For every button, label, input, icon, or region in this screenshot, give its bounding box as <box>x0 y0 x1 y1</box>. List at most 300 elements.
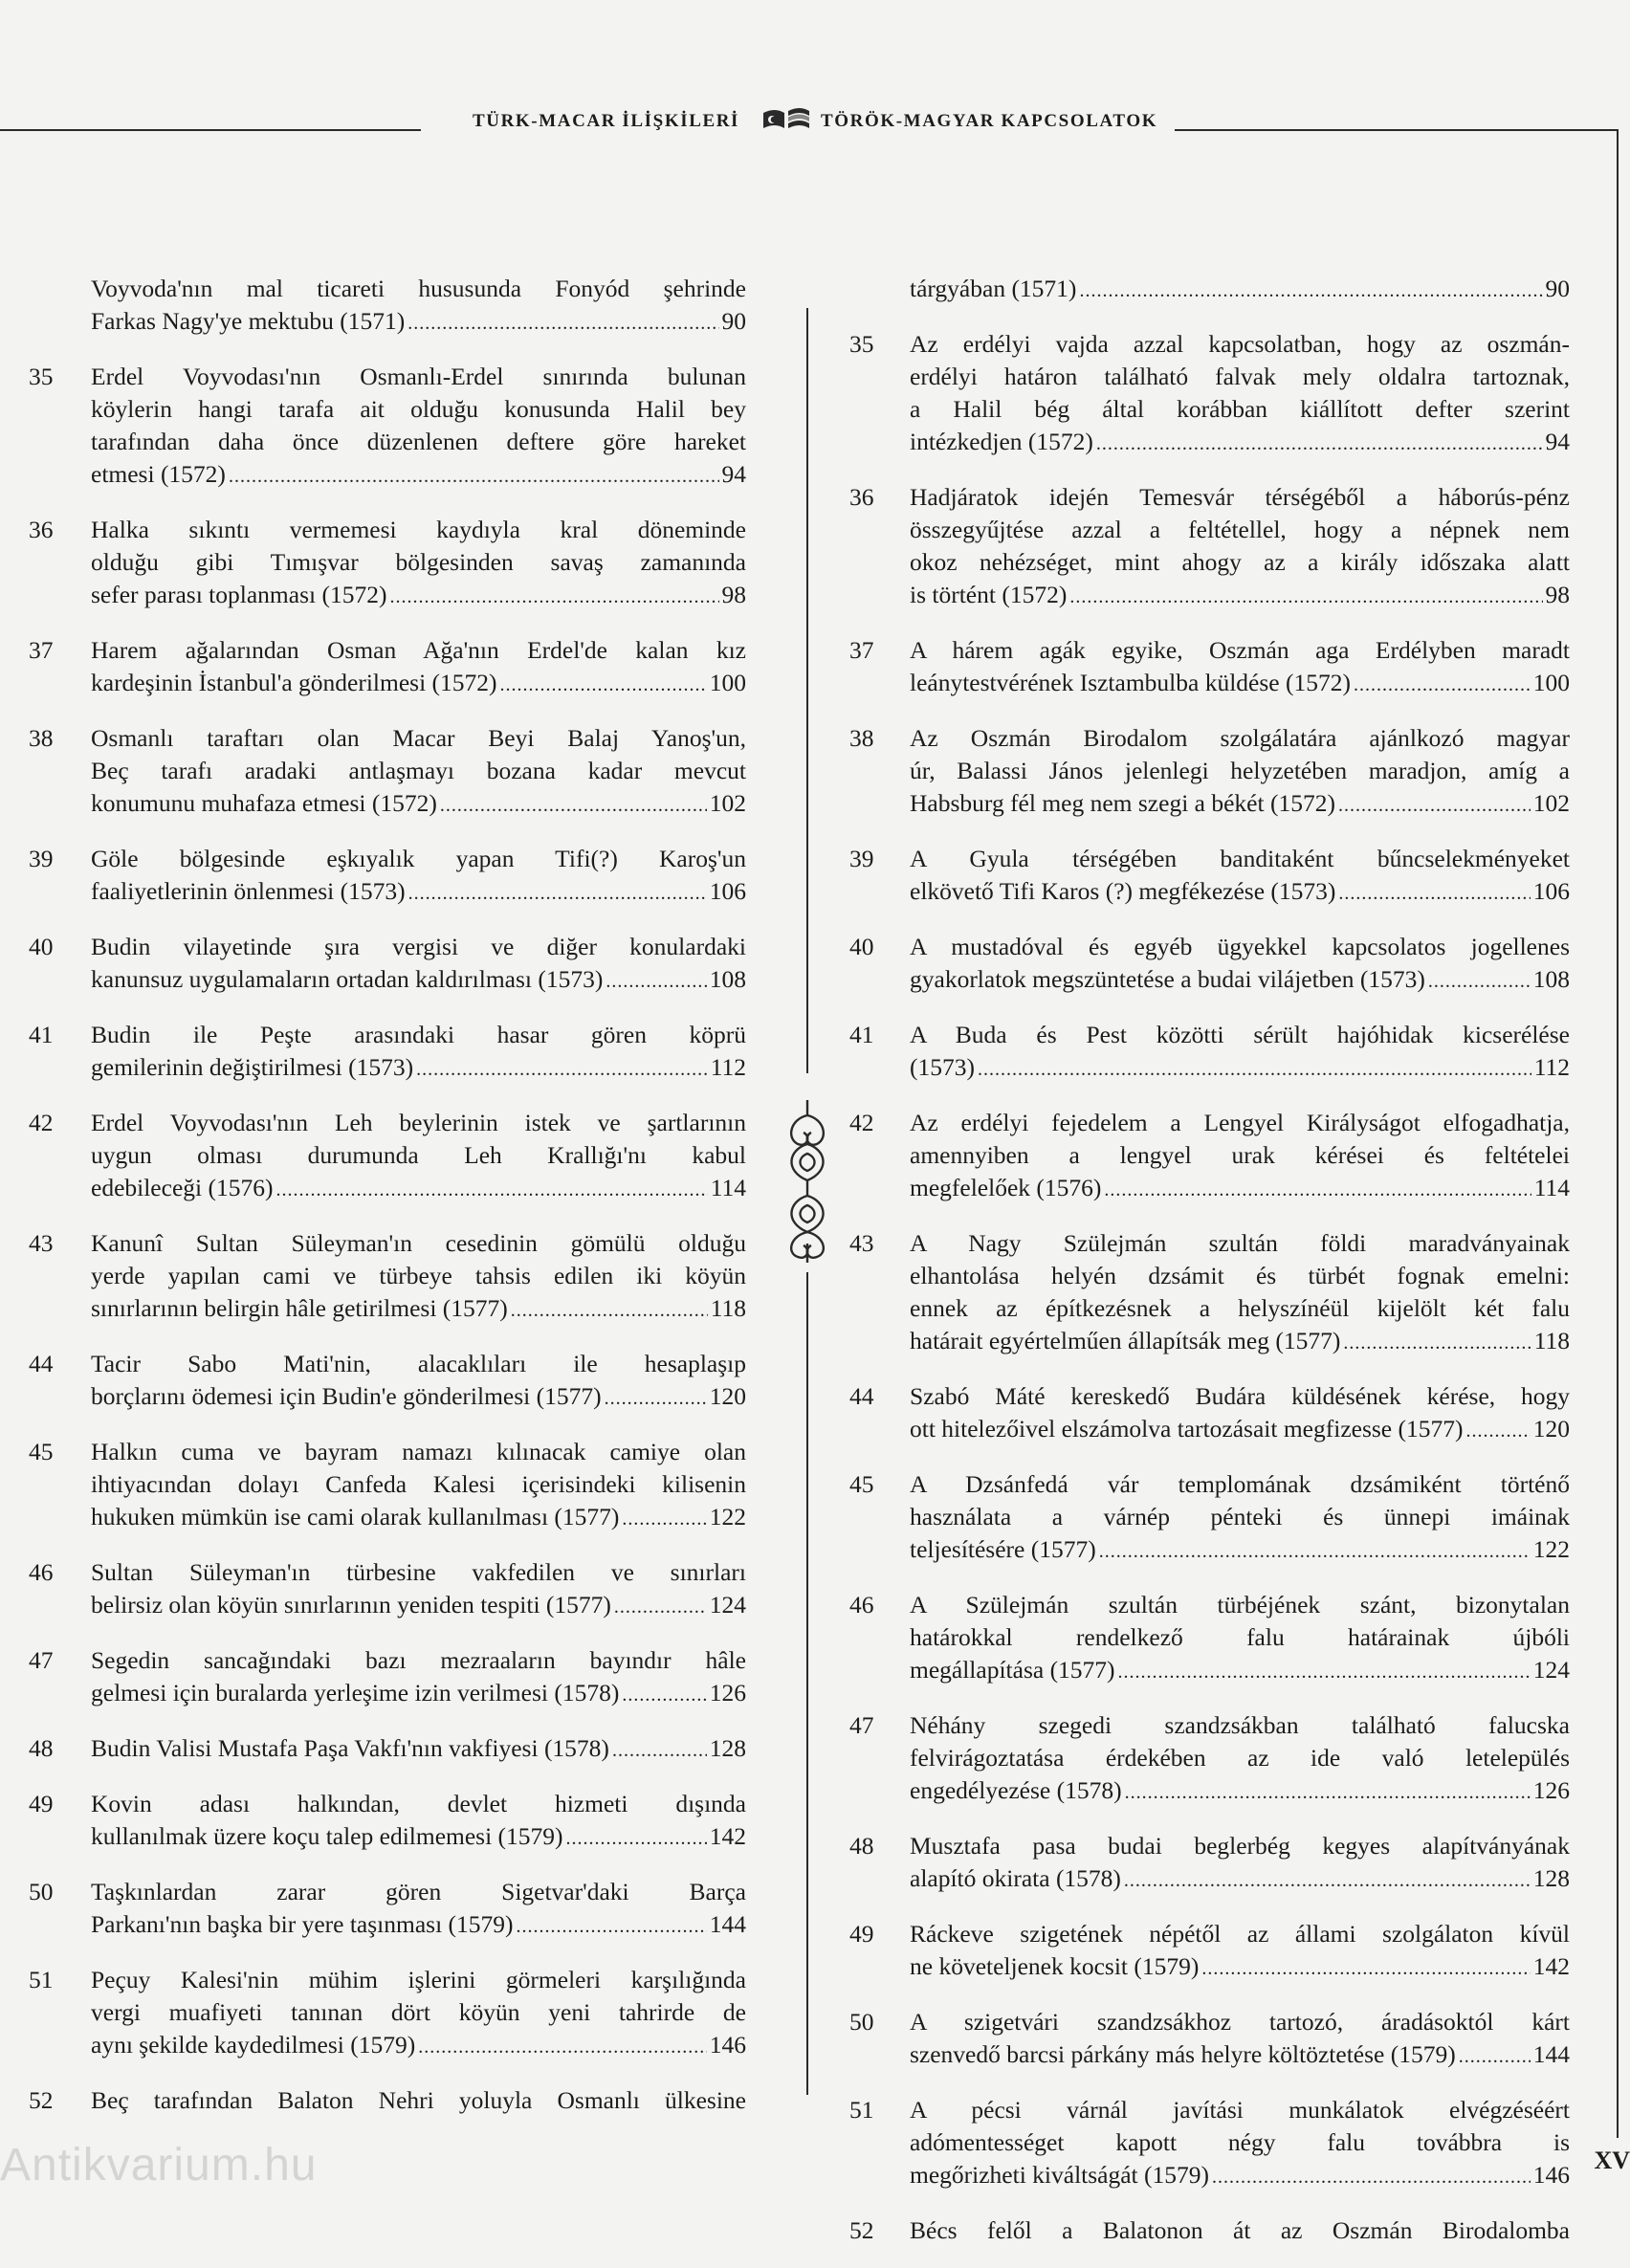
entry-page-number: 114 <box>710 1174 746 1201</box>
dot-leader <box>389 581 718 613</box>
toc-entry <box>29 1348 746 1415</box>
entry-line: Sultan Süleyman'ın türbesine vakfedilen ve sınırları <box>91 1558 746 1586</box>
entry-final-line <box>91 1677 746 1711</box>
dot-leader <box>229 460 719 493</box>
entry-page-number: 120 <box>709 1382 746 1410</box>
toc-entry <box>849 1107 1572 1206</box>
entry-number: 44 <box>29 1350 54 1377</box>
entry-body <box>91 1876 746 1943</box>
toc-entry <box>849 1227 1572 1359</box>
entry-body <box>91 361 746 493</box>
entry-number: 50 <box>849 2008 874 2036</box>
entry-title-end: leánytestvérének Isztambulba küldése (1572) <box>910 669 1351 696</box>
entry-number: 47 <box>29 1646 54 1674</box>
entry-final-line <box>910 1325 1570 1359</box>
dot-leader <box>1096 428 1543 460</box>
entry-line: A szigetvári szandzsákhoz tartozó, áradásoktól kárt <box>910 2008 1570 2036</box>
toc-entry <box>849 2006 1572 2073</box>
entry-page-number: 102 <box>709 789 746 817</box>
entry-page-number: 114 <box>1533 1174 1570 1201</box>
entry-page-number: 108 <box>1532 965 1570 993</box>
entry-title-end: faaliyetlerinin önlenmesi (1573) <box>91 877 406 905</box>
dot-leader <box>1459 2040 1531 2073</box>
toc-entry <box>849 1918 1572 1985</box>
entry-line: Osmanlı taraftarı olan Macar Beyi Balaj Yanoş'un, <box>91 724 746 752</box>
toc-entry <box>849 273 1572 307</box>
entry-number: 36 <box>29 516 54 543</box>
entry-final-line <box>910 667 1570 701</box>
entry-final-line <box>910 1654 1570 1688</box>
entry-line: elhantolása helyén dzsámit és türbét fognak emelni: <box>910 1262 1570 1289</box>
entry-title-end: engedélyezése (1578) <box>910 1776 1122 1804</box>
toc-entry <box>849 328 1572 460</box>
entry-title-end: Parkanı'nın başka bir yere taşınması (1579) <box>91 1910 514 1938</box>
entry-title-end: intézkedjen (1572) <box>910 428 1093 455</box>
entry-page-number: 106 <box>709 877 746 905</box>
entry-title-end: kanunsuz uygulamaların ortadan kaldırılması (1573) <box>91 965 604 993</box>
dot-leader <box>605 1382 707 1415</box>
entry-page-number: 126 <box>1532 1776 1570 1804</box>
entry-title-end: sınırlarının belirgin hâle getirilmesi (1577) <box>91 1294 508 1322</box>
entry-line: Halkın cuma ve bayram namazı kılınacak camiye olan <box>91 1438 746 1465</box>
entry-number: 46 <box>849 1591 874 1618</box>
entry-title-end: kullanılmak üzere koçu talep edilmemesi (1579) <box>91 1822 563 1850</box>
entry-line: A Szülejmán szultán türbéjének szánt, bizonytalan <box>910 1591 1570 1618</box>
dot-leader <box>1201 1952 1530 1985</box>
entry-final-line <box>910 1413 1570 1447</box>
entry-final-line <box>910 1862 1570 1897</box>
entry-body <box>910 2094 1570 2193</box>
entry-number: 51 <box>849 2096 874 2124</box>
entry-line: Erdel Voyvodası'nın Leh beylerinin istek ve şartlarının <box>91 1109 746 1136</box>
dot-leader <box>978 1053 1531 1086</box>
entry-title-end: kardeşinin İstanbul'a gönderilmesi (1572) <box>91 669 497 696</box>
toc-entry <box>849 1019 1572 1086</box>
header-rule-right <box>1175 129 1619 131</box>
dot-leader <box>1104 1174 1531 1206</box>
entry-title-end: borçlarını ödemesi için Budin'e gönderilmesi (1577) <box>91 1382 602 1410</box>
entry-number: 44 <box>849 1382 874 1410</box>
entry-page-number: 128 <box>1532 1864 1570 1892</box>
toc-entry <box>849 2214 1572 2247</box>
entry-line: Ráckeve szigetének népétől az állami szolgálaton kívül <box>910 1920 1570 1948</box>
entry-page-number: 100 <box>1532 669 1570 696</box>
entry-body <box>910 931 1570 998</box>
entry-line: Bécs felől a Balatonon át az Oszmán Birodalomba <box>910 2216 1570 2244</box>
toc-entry <box>849 481 1572 613</box>
entry-line: yerde yapılan cami ve türbeye tahsis edilen iki köyün <box>91 1262 746 1289</box>
entry-line: Harem ağalarından Osman Ağa'nın Erdel'de kalan kız <box>91 636 746 664</box>
entry-body <box>91 1227 746 1327</box>
entry-body <box>91 843 746 910</box>
entry-page-number: 124 <box>709 1591 746 1618</box>
entry-title-end: határait egyértelműen állapítsák meg (1577) <box>910 1327 1341 1354</box>
toc-entry <box>849 1589 1572 1688</box>
entry-final-line <box>91 787 746 822</box>
column-divider-top <box>806 308 808 1073</box>
entry-final-line <box>910 2038 1570 2073</box>
watermark: Antikvarium.hu <box>0 2140 318 2191</box>
entry-number: 52 <box>849 2216 874 2244</box>
entry-page-number: 124 <box>1532 1656 1570 1684</box>
dot-leader <box>418 2031 707 2063</box>
entry-final-line <box>91 963 746 998</box>
entry-line: amennyiben a lengyel urak kérései és feltételei <box>910 1141 1570 1169</box>
entry-line: határokkal rendelkező falu határainak újbóli <box>910 1623 1570 1651</box>
entry-page-number: 90 <box>1545 275 1570 302</box>
entry-line: A mustadóval és egyéb ügyekkel kapcsolatos jogellenes <box>910 933 1570 960</box>
entry-title-end: gyakorlatok megszüntetése a budai vilájetben (1573) <box>910 965 1425 993</box>
entry-line: okoz nehézséget, mint ahogy az a király időszaka alatt <box>910 548 1570 576</box>
entry-title-end: konumunu muhafaza etmesi (1572) <box>91 789 437 817</box>
entry-page-number: 98 <box>1545 581 1570 608</box>
dot-leader <box>612 1734 707 1767</box>
entry-title-end: gemilerinin değiştirilmesi (1573) <box>91 1053 414 1081</box>
entry-final-line <box>910 426 1570 460</box>
dot-leader <box>606 965 706 998</box>
toc-entry <box>29 514 746 613</box>
entry-body <box>910 843 1570 910</box>
dot-leader <box>622 1679 706 1711</box>
entry-number: 48 <box>29 1734 54 1762</box>
dot-leader <box>1212 2161 1531 2193</box>
entry-line: olduğu gibi Tımışvar bölgesinden savaş zamanında <box>91 548 746 576</box>
entry-number: 40 <box>29 933 54 960</box>
entry-line: erdélyi határon található falvak mely oldalra tartoznak, <box>910 363 1570 390</box>
entry-line: Halka sıkıntı vermemesi kaydıyla kral döneminde <box>91 516 746 543</box>
entry-number: 50 <box>29 1878 54 1905</box>
entry-body <box>91 1348 746 1415</box>
toc-entry <box>29 1964 746 2063</box>
entry-body <box>91 722 746 822</box>
entry-line: Az erdélyi vajda azzal kapcsolatban, hogy az oszmán- <box>910 330 1570 358</box>
toc-entry <box>849 843 1572 910</box>
dot-leader <box>1343 1327 1531 1359</box>
dot-leader <box>275 1174 707 1206</box>
entry-body <box>91 2084 746 2117</box>
entry-number: 37 <box>29 636 54 664</box>
entry-final-line <box>91 1172 746 1206</box>
entry-page-number: 94 <box>721 460 746 488</box>
entry-final-line <box>910 787 1570 822</box>
entry-final-line <box>910 1533 1570 1568</box>
toc-entry <box>29 1876 746 1943</box>
entry-page-number: 144 <box>1532 2040 1570 2068</box>
entry-page-number: 146 <box>709 2031 746 2059</box>
entry-line: összegyűjtése azzal a feltétellel, hogy a népnek nem <box>910 516 1570 543</box>
entry-body <box>91 1644 746 1711</box>
entry-line: Beç tarafından Balaton Nehri yoluyla Osmanlı ülkesine <box>91 2086 746 2114</box>
entry-final-line <box>910 1051 1570 1086</box>
dot-leader <box>1428 965 1531 998</box>
entry-page-number: 118 <box>710 1294 746 1322</box>
toc-entry <box>29 1227 746 1327</box>
entry-line: köylerin hangi tarafa ait olduğu konusunda Halil bey <box>91 395 746 423</box>
entry-final-line <box>91 1589 746 1623</box>
dot-leader <box>1118 1656 1531 1688</box>
dot-leader <box>1125 1776 1531 1809</box>
entry-line: használata a várnép pénteki és ünnepi imáinak <box>910 1503 1570 1530</box>
entry-line: ennek az építkezésnek a helyszínéül kijelölt két falu <box>910 1294 1570 1322</box>
entry-line: Tacir Sabo Mati'nin, alacaklıları ile hesaplaşıp <box>91 1350 746 1377</box>
dot-leader <box>408 307 718 340</box>
entry-final-line <box>910 1950 1570 1985</box>
entry-line: vergi muafiyeti tanınan dört köyün yeni tahrirde de <box>91 1998 746 2026</box>
toc-entry <box>29 722 746 822</box>
entry-line: Kanunî Sultan Süleyman'ın cesedinin gömülü olduğu <box>91 1229 746 1257</box>
entry-body <box>910 481 1570 613</box>
entry-line: A Nagy Szülejmán szultán földi maradványainak <box>910 1229 1570 1257</box>
entry-line: Az erdélyi fejedelem a Lengyel Királyságot elfogadhatja, <box>910 1109 1570 1136</box>
entry-body <box>910 634 1570 701</box>
entry-line: Budin ile Peşte arasındaki hasar gören köprü <box>91 1021 746 1048</box>
entry-line: Néhány szegedi szandzsákban található falucska <box>910 1711 1570 1739</box>
entry-final-line <box>910 963 1570 998</box>
entry-title-end: ne követeljenek kocsit (1579) <box>910 1952 1200 1980</box>
toc-entry <box>849 931 1572 998</box>
entry-line: adómentességet kapott négy falu továbbra is <box>910 2128 1570 2156</box>
entry-title-end: aynı şekilde kaydedilmesi (1579) <box>91 2031 416 2059</box>
entry-body <box>910 722 1570 822</box>
entry-number: 39 <box>29 845 54 872</box>
toc-entry <box>849 1830 1572 1897</box>
entry-page-number: 112 <box>1533 1053 1570 1081</box>
entry-final-line <box>91 1820 746 1855</box>
entry-number: 52 <box>29 2086 54 2114</box>
entry-line: Peçuy Kalesi'nin mühim işlerini görmeleri karşılığında <box>91 1966 746 1993</box>
entry-page-number: 112 <box>710 1053 746 1081</box>
toc-entry <box>849 1380 1572 1447</box>
toc-entry <box>29 1019 746 1086</box>
entry-page-number: 142 <box>709 1822 746 1850</box>
toc-entry <box>849 1709 1572 1809</box>
entry-number: 37 <box>849 636 874 664</box>
entry-body <box>91 273 746 340</box>
entry-number: 41 <box>29 1021 54 1048</box>
entry-body <box>91 931 746 998</box>
page-number: XV <box>1594 2147 1630 2174</box>
entry-title-end: is történt (1572) <box>910 581 1068 608</box>
entry-title-end: alapító okirata (1578) <box>910 1864 1121 1892</box>
entry-body <box>910 1709 1570 1809</box>
entry-number: 51 <box>29 1966 54 1993</box>
entry-number: 43 <box>29 1229 54 1257</box>
entry-body <box>910 2214 1570 2247</box>
dot-leader <box>500 669 707 701</box>
entry-line: Beç tarafı aradaki antlaşmayı bozana kadar mevcut <box>91 757 746 784</box>
entry-page-number: 144 <box>709 1910 746 1938</box>
entry-page-number: 146 <box>1532 2161 1570 2189</box>
entry-page-number: 90 <box>721 307 746 335</box>
toc-entry <box>29 1107 746 1206</box>
entry-line: Voyvoda'nın mal ticareti hususunda Fonyód şehrinde <box>91 275 746 302</box>
entry-final-line <box>910 875 1570 910</box>
entry-number: 45 <box>29 1438 54 1465</box>
entry-line: úr, Balassi János jelenlegi helyzetében maradjon, amíg a <box>910 757 1570 784</box>
entry-line: A hárem agák egyike, Oszmán aga Erdélyben maradt <box>910 636 1570 664</box>
entry-page-number: 118 <box>1533 1327 1570 1354</box>
entry-title-end: sefer parası toplanması (1572) <box>91 581 387 608</box>
header-rule-left <box>0 129 421 131</box>
entry-page-number: 120 <box>1532 1415 1570 1442</box>
entry-body <box>910 1830 1570 1897</box>
dot-leader <box>1338 789 1531 822</box>
entry-title-end: elkövető Tifi Karos (?) megfékezése (1573) <box>910 877 1336 905</box>
toc-entry <box>849 722 1572 822</box>
toc-entry <box>29 1436 746 1535</box>
toc-entry <box>29 1556 746 1623</box>
dot-leader <box>1354 669 1531 701</box>
entry-final-line <box>91 1501 746 1535</box>
entry-line: Taşkınlardan zarar gören Sigetvar'daki Barça <box>91 1878 746 1905</box>
entry-line: Erdel Voyvodası'nın Osmanlı-Erdel sınırında bulunan <box>91 363 746 390</box>
toc-entry <box>29 361 746 493</box>
column-divider-bottom <box>806 1272 808 2095</box>
entry-line: A Dzsánfedá vár templomának dzsámiként történő <box>910 1470 1570 1498</box>
entry-final-line <box>91 1051 746 1086</box>
entry-number: 39 <box>849 845 874 872</box>
entry-title-end: belirsiz olan köyün sınırlarının yeniden tespiti (1577) <box>91 1591 611 1618</box>
entry-line: Szabó Máté kereskedő Budára küldésének kérése, hogy <box>910 1382 1570 1410</box>
entry-number: 49 <box>849 1920 874 1948</box>
toc-entry <box>29 1732 746 1767</box>
entry-final-line <box>910 579 1570 613</box>
dot-leader <box>1069 581 1542 613</box>
entry-body <box>91 634 746 701</box>
entry-line: Budin vilayetinde şıra vergisi ve diğer konulardaki <box>91 933 746 960</box>
dot-leader <box>1465 1415 1530 1447</box>
entry-line: Musztafa pasa budai beglerbég kegyes alapítványának <box>910 1832 1570 1860</box>
entry-body <box>910 273 1570 307</box>
entry-final-line <box>91 1908 746 1943</box>
entry-final-line <box>91 2029 746 2063</box>
ornament-icon <box>773 1100 842 1267</box>
entry-number: 43 <box>849 1229 874 1257</box>
toc-entry <box>29 634 746 701</box>
entry-number: 42 <box>29 1109 54 1136</box>
entry-final-line <box>91 1292 746 1327</box>
dot-leader <box>622 1503 706 1535</box>
entry-body <box>910 1918 1570 1985</box>
entry-final-line <box>91 875 746 910</box>
entry-title-end: megőrizheti kiváltságát (1579) <box>910 2161 1209 2189</box>
entry-page-number: 106 <box>1532 877 1570 905</box>
entry-body <box>91 1436 746 1535</box>
dot-leader <box>1079 275 1542 307</box>
entry-body <box>91 1732 746 1767</box>
entry-final-line <box>910 1172 1570 1206</box>
entry-title-end: teljesítésére (1577) <box>910 1535 1096 1563</box>
entry-number: 36 <box>849 483 874 511</box>
entry-body <box>910 2006 1570 2073</box>
entry-body <box>910 1107 1570 1206</box>
entry-final-line <box>91 1732 746 1767</box>
entry-number: 35 <box>849 330 874 358</box>
entry-title-end: Farkas Nagy'ye mektubu (1571) <box>91 307 406 335</box>
header-title-turkish: TÜRK-MACAR İLİŞKİLERİ <box>473 111 740 131</box>
entry-body <box>910 1589 1570 1688</box>
entry-line: Hadjáratok idején Temesvár térségéből a háborús-pénz <box>910 483 1570 511</box>
entry-title-end: (1573) <box>910 1053 975 1081</box>
entry-line: Az Oszmán Birodalom szolgálatára ajánlkozó magyar <box>910 724 1570 752</box>
entry-page-number: 128 <box>709 1734 746 1762</box>
entry-body <box>910 1380 1570 1447</box>
toc-entry <box>849 2094 1572 2193</box>
entry-page-number: 100 <box>709 669 746 696</box>
entry-page-number: 108 <box>709 965 746 993</box>
entry-line: tarafından daha önce düzenlenen deftere göre hareket <box>91 428 746 455</box>
dot-leader <box>511 1294 708 1327</box>
dot-leader <box>1099 1535 1531 1568</box>
entry-final-line <box>910 273 1570 307</box>
entry-number: 35 <box>29 363 54 390</box>
entry-number: 41 <box>849 1021 874 1048</box>
entry-body <box>910 1468 1570 1568</box>
entry-number: 38 <box>29 724 54 752</box>
entry-line: Segedin sancağındaki bazı mezraaların bayındır hâle <box>91 1646 746 1674</box>
entry-final-line <box>91 667 746 701</box>
entry-page-number: 102 <box>1532 789 1570 817</box>
entry-title-end: Budin Valisi Mustafa Paşa Vakfı'nın vakfiyesi (1578) <box>91 1734 609 1762</box>
entry-title-end: edebileceği (1576) <box>91 1174 274 1201</box>
entry-final-line <box>910 2159 1570 2193</box>
entry-title-end: ott hitelezőivel elszámolva tartozásait megfizesse (1577) <box>910 1415 1464 1442</box>
toc-entry <box>29 2084 746 2117</box>
entry-line: Göle bölgesinde eşkıyalık yapan Tifi(?) Karoş'un <box>91 845 746 872</box>
dot-leader <box>614 1591 707 1623</box>
entry-final-line <box>910 1774 1570 1809</box>
entry-line: A pécsi várnál javítási munkálatok elvégzéséért <box>910 2096 1570 2124</box>
entry-number: 42 <box>849 1109 874 1136</box>
flag-emblem-icon <box>761 105 811 139</box>
header-title-hungarian: TÖRÖK-MAGYAR KAPCSOLATOK <box>821 111 1158 131</box>
toc-entry <box>29 843 746 910</box>
entry-final-line <box>91 305 746 340</box>
entry-number: 48 <box>849 1832 874 1860</box>
entry-number: 38 <box>849 724 874 752</box>
dot-leader <box>408 877 707 910</box>
entry-title-end: szenvedő barcsi párkány más helyre költöztetése (1579) <box>910 2040 1456 2068</box>
entry-title-end: etmesi (1572) <box>91 460 226 488</box>
entry-title-end: megállapítása (1577) <box>910 1656 1115 1684</box>
entry-line: a Halil bég által korábban kiállított defter szerint <box>910 395 1570 423</box>
entry-title-end: Habsburg fél meg nem szegi a békét (1572) <box>910 789 1335 817</box>
dot-leader <box>440 789 707 822</box>
toc-entry <box>849 1468 1572 1568</box>
entry-body <box>91 1964 746 2063</box>
entry-body <box>91 1556 746 1623</box>
entry-body <box>91 1107 746 1206</box>
entry-final-line <box>91 458 746 493</box>
dot-leader <box>1124 1864 1531 1897</box>
toc-entry <box>849 634 1572 701</box>
toc-entry <box>29 1788 746 1855</box>
entry-page-number: 142 <box>1532 1952 1570 1980</box>
entry-page-number: 98 <box>721 581 746 608</box>
hungarian-contents-column <box>849 273 1572 2268</box>
entry-title-end: megfelelőek (1576) <box>910 1174 1102 1201</box>
entry-title-end: hukuken mümkün ise cami olarak kullanılması (1577) <box>91 1503 620 1530</box>
entry-body <box>910 328 1570 460</box>
entry-line: felvirágoztatása érdekében az ide való letelepülés <box>910 1744 1570 1772</box>
header-rule-right-edge <box>1617 129 1619 2138</box>
entry-body <box>91 1788 746 1855</box>
toc-entry <box>29 931 746 998</box>
toc-entry <box>29 1644 746 1711</box>
dot-leader <box>517 1910 707 1943</box>
entry-body <box>910 1019 1570 1086</box>
entry-number: 49 <box>29 1790 54 1817</box>
